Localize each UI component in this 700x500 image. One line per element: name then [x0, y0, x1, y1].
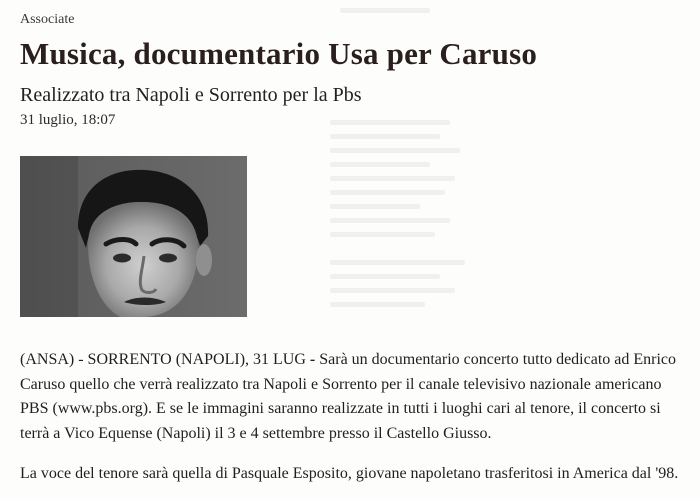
paragraph-1-text: Sarà un documentario concerto tutto dedicato ad Enrico Caruso quello che verrà realizzato tra Napoli e Sorrento per il canale televisivo nazionale americano PBS (www.pbs.org). E se le immagini saranno realizzate in tutti i luoghi cari al tenore, il concerto si terrà a Vico Equense (Napoli) il 3 e 4 settembre presso il Castello Giusso. — [20, 351, 677, 442]
source-label: Associate — [20, 12, 75, 27]
portrait-photo — [20, 156, 247, 317]
paragraph-1 — [20, 348, 685, 446]
paragraph-1-separator: - — [305, 351, 320, 368]
dateline: 31 luglio, 18:07 — [20, 112, 116, 128]
paragraph-1-lead: (ANSA) - SORRENTO (NAPOLI), 31 LUG — [20, 351, 306, 368]
paragraph-2: La voce del tenore sarà quella di Pasquale Esposito, giovane napoletano trasferitosi in America dal '98. — [20, 465, 679, 482]
subheadline: Realizzato tra Napoli e Sorrento per la Pbs — [20, 84, 362, 106]
portrait-image — [20, 156, 247, 317]
headline: Musica, documentario Usa per Caruso — [20, 36, 538, 71]
